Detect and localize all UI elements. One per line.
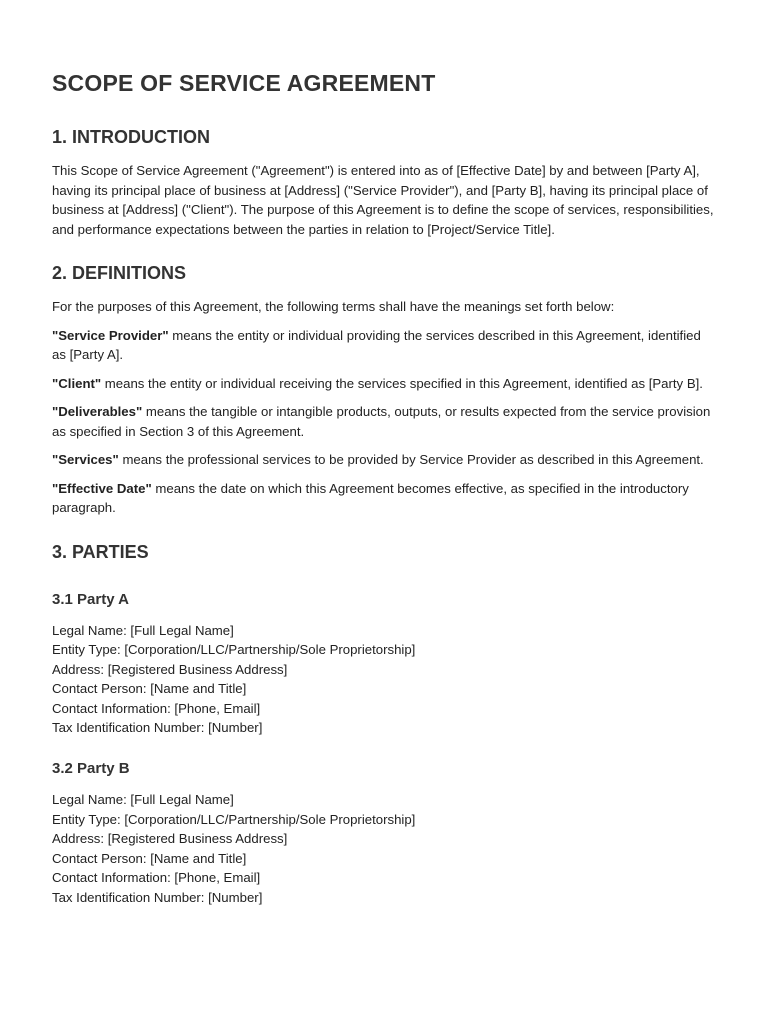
definition-item bbox=[52, 326, 718, 365]
definition-text: means the entity or individual receiving the services specified in this Agreement, identified as [Party B]. bbox=[101, 375, 703, 391]
party-b-contact-information: Contact Information: [Phone, Email] bbox=[52, 870, 261, 886]
subsection-heading-party-b: 3.2 Party B bbox=[52, 760, 130, 778]
party-b-tax-id: Tax Identification Number: [Number] bbox=[52, 890, 263, 906]
party-a-contact-person: Contact Person: [Name and Title] bbox=[52, 681, 247, 697]
party-a-details bbox=[52, 621, 718, 739]
definition-term: "Deliverables" bbox=[52, 404, 143, 419]
definition-item bbox=[52, 479, 718, 518]
party-b-contact-person: Contact Person: [Name and Title] bbox=[52, 850, 247, 866]
party-b-legal-name: Legal Name: [Full Legal Name] bbox=[52, 792, 234, 808]
definition-item bbox=[52, 450, 718, 470]
party-a-entity-type: Entity Type: [Corporation/LLC/Partnership/Sole Proprietorship] bbox=[52, 642, 416, 658]
definition-term: "Client" bbox=[52, 375, 102, 391]
definition-text: means the professional services to be provided by Service Provider as described in this Agreement. bbox=[118, 452, 704, 467]
section-heading-parties: 3. PARTIES bbox=[52, 541, 149, 562]
party-a-address: Address: [Registered Business Address] bbox=[52, 661, 288, 677]
party-a-legal-name: Legal Name: [Full Legal Name] bbox=[52, 622, 234, 638]
section-heading-introduction: 1. INTRODUCTION bbox=[52, 127, 211, 147]
definition-text: means the date on which this Agreement becomes effective, as specified in the introductory paragraph. bbox=[52, 480, 689, 515]
definition-term: "Effective Date" bbox=[52, 480, 152, 496]
party-a-tax-id: Tax Identification Number: [Number] bbox=[52, 720, 263, 736]
definition-text: means the entity or individual providing the services described in this Agreement, identified as [Party A]. bbox=[52, 327, 701, 362]
introduction-paragraph: This Scope of Service Agreement ("Agreement") is entered into as of [Effective Date] by and between [Party A], having its principal place of business at [Address] ("Service Provider"), and [Party B], having its principal place of business at [Address] ("Client"). The purpose of this Agreement is to define the scope of services, responsibilities, and performance expectations between the parties in relation to [Project/Service Title]. bbox=[52, 163, 714, 237]
section-heading-definitions: 2. DEFINITIONS bbox=[52, 263, 187, 283]
party-a-contact-information: Contact Information: [Phone, Email] bbox=[52, 700, 261, 716]
definition-item bbox=[52, 402, 718, 441]
definition-term: "Services" bbox=[52, 452, 119, 467]
party-b-details bbox=[52, 790, 718, 908]
party-b-entity-type: Entity Type: [Corporation/LLC/Partnership/Sole Proprietorship] bbox=[52, 811, 416, 827]
definition-term: "Service Provider" bbox=[52, 327, 169, 343]
definitions-lead: For the purposes of this Agreement, the following terms shall have the meanings set forth below: bbox=[52, 299, 615, 314]
party-b-address: Address: [Registered Business Address] bbox=[52, 831, 288, 847]
definition-text: means the tangible or intangible products, outputs, or results expected from the service provision as specified in Section 3 of this Agreement. bbox=[52, 404, 711, 439]
subsection-heading-party-a: 3.1 Party A bbox=[52, 590, 129, 608]
document-title: SCOPE OF SERVICE AGREEMENT bbox=[52, 70, 436, 96]
definition-item bbox=[52, 374, 718, 394]
